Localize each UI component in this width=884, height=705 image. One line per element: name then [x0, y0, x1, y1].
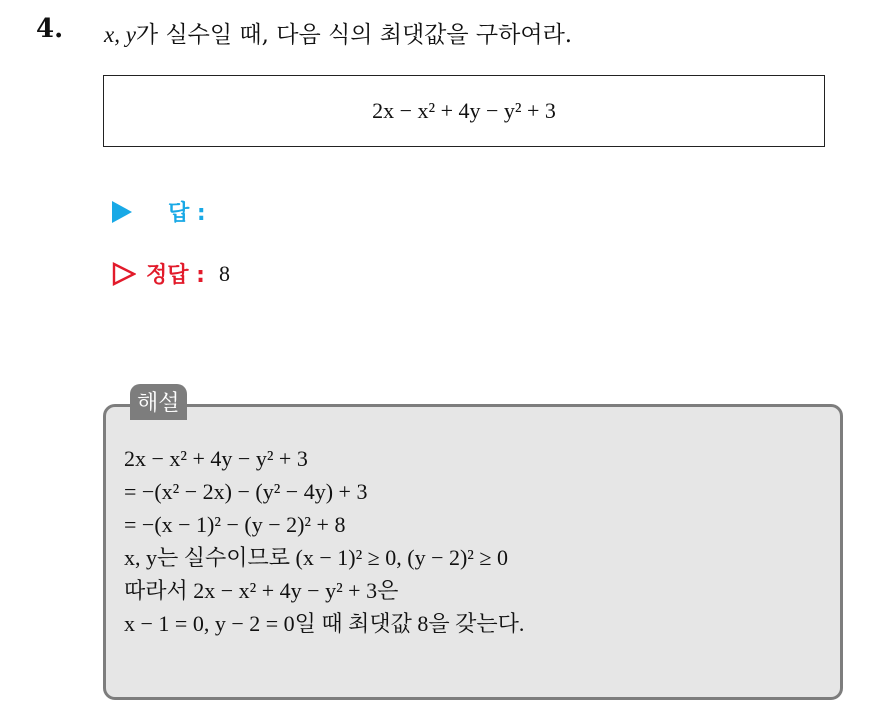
- question-prompt: [104, 16, 572, 49]
- solution-line: x, y는 실수이므로 (x − 1)² ≥ 0, (y − 2)² ≥ 0: [124, 545, 508, 570]
- question-prompt-text: 가 실수일 때, 다음 식의 최댓값을 구하여라.: [135, 22, 573, 48]
- answer-label: 답 :: [168, 201, 206, 226]
- solution-line: 따라서 2x − x² + 4y − y² + 3은: [124, 578, 399, 603]
- solution-line: x − 1 = 0, y − 2 = 0일 때 최댓값 8을 갖는다.: [124, 611, 525, 636]
- correct-answer-label: 정답 :: [146, 263, 205, 288]
- question-variables: x, y: [104, 22, 136, 47]
- solution-line: = −(x − 1)² − (y − 2)² + 8: [124, 512, 346, 537]
- answer-row: [112, 196, 206, 227]
- solution-content: [124, 442, 524, 640]
- outline-triangle-icon: [112, 262, 136, 286]
- question-number: 4.: [36, 14, 64, 44]
- solution-line: = −(x² − 2x) − (y² − 4y) + 3: [124, 479, 368, 504]
- play-triangle-icon: [112, 201, 132, 223]
- expression-box: [103, 75, 825, 147]
- expression: 2x − x² + 4y − y² + 3: [372, 98, 556, 123]
- solution-tag: 해설: [130, 384, 187, 420]
- correct-answer-row: [112, 258, 230, 289]
- correct-answer-value: 8: [218, 260, 230, 286]
- solution-line: 2x − x² + 4y − y² + 3: [124, 446, 308, 471]
